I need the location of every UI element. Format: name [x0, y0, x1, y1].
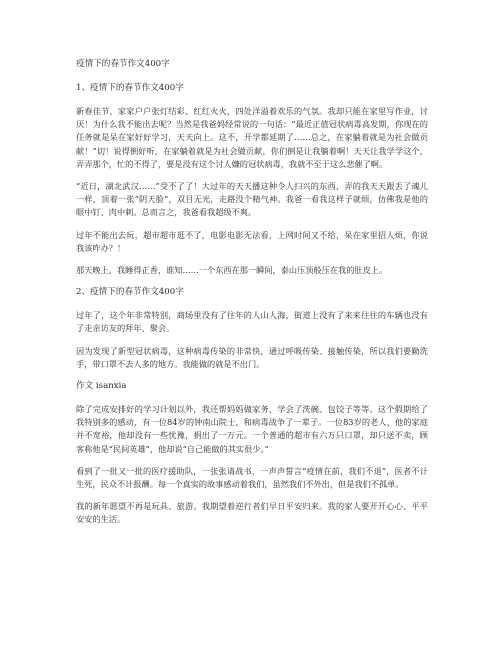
section-heading-2: 2、疫情下的春节作文400字: [76, 287, 184, 298]
document-page: [76, 58, 428, 536]
document-title: 疫情下的春节作文400字: [76, 59, 170, 69]
paragraph: 过年不能出去玩，超市超市逛不了，电影电影无法看，上网时间又不给，呆在家里招人烦，你说我该咋办？！: [76, 229, 428, 253]
paragraph: 那天晚上，我睡得正香，谁知……一个东西在那一瞬间，泰山压顶般压在我的肚皮上。: [76, 265, 388, 276]
paragraph: 过年了，这个年非常特别，商场里没有了往年的人山人海，街道上没有了来来往往的车辆也没有了走亲访友的拜年、聚会。: [76, 310, 428, 334]
paragraph: 看到了一批又一批的医疗援助队，一张张请战书，一声声誓言“疫情在前，我们不退”，医者不计生死，民众不计报酬。每一个真实的故事感动着我们，虽然我们不外出，但是我们不孤单。: [76, 465, 428, 490]
paragraph: 我的新年愿望不再是玩具、旅游。我期望着逆行者们早日平安归来。我的家人要开开心心、平平安安的生活。: [76, 501, 428, 525]
paragraph: “近日，湖北武汉……”受不了了！大过年的天天播这种令人扫兴的东西，弄的我天天跟丢了魂儿一样，顶着一张“阴天脸”，双目无光，走路没个精气神。我爸一看我这样子就烦，仿佛我是他的眼中钉、肉中刺。总而言之，我爸看我超级不爽。: [76, 181, 428, 218]
paragraph: 因为发现了新型冠状病毒，这种病毒传染的非常快，通过呼吸传染、接触传染，所以我们要勤洗手，带口罩不去人多的地方。我能做的就是不出门。: [76, 345, 428, 369]
paragraph: 新春佳节，家家户户张灯结彩、红红火火，四处洋溢着欢乐的气氛。我却只能在家里写作业，讨厌！为什么我不能出去呢？当然是我爸妈经常说的一句话：“最近正值冠状病毒高发期，你现在的任务就是呆在家好好学习，天天向上。这不，开学都延期了……总之，在家躺着就是为社会做贡献！”切！说得倒好听，在家躺着就是为社会做贡献，你们倒是让我躺着啊！天天让我学学这个，弄弄那个，忙的不得了，要是没有这个讨人嫌的冠状病毒，我就不至于这么悲催了啊。: [76, 106, 428, 169]
author-line: 作文 isanxia: [76, 381, 127, 392]
paragraph: 除了完成安排好的学习计划以外，我还帮妈妈做家务，学会了洗碗、包饺子等等。这个假期给了我特别多的感动，有一位84岁的钟南山院士，和病毒战争了一辈子。一位83岁的老人，他的家庭并不宽裕，他却没有一些忧豫，捐出了一万元。一个普通的超市有六万只口罩，却只送不卖，顾客称他是“民间英雄”，他却说“自己能做的其实很少。”: [76, 404, 428, 454]
section-heading-1: 1、疫情下的春节作文400字: [76, 83, 184, 93]
